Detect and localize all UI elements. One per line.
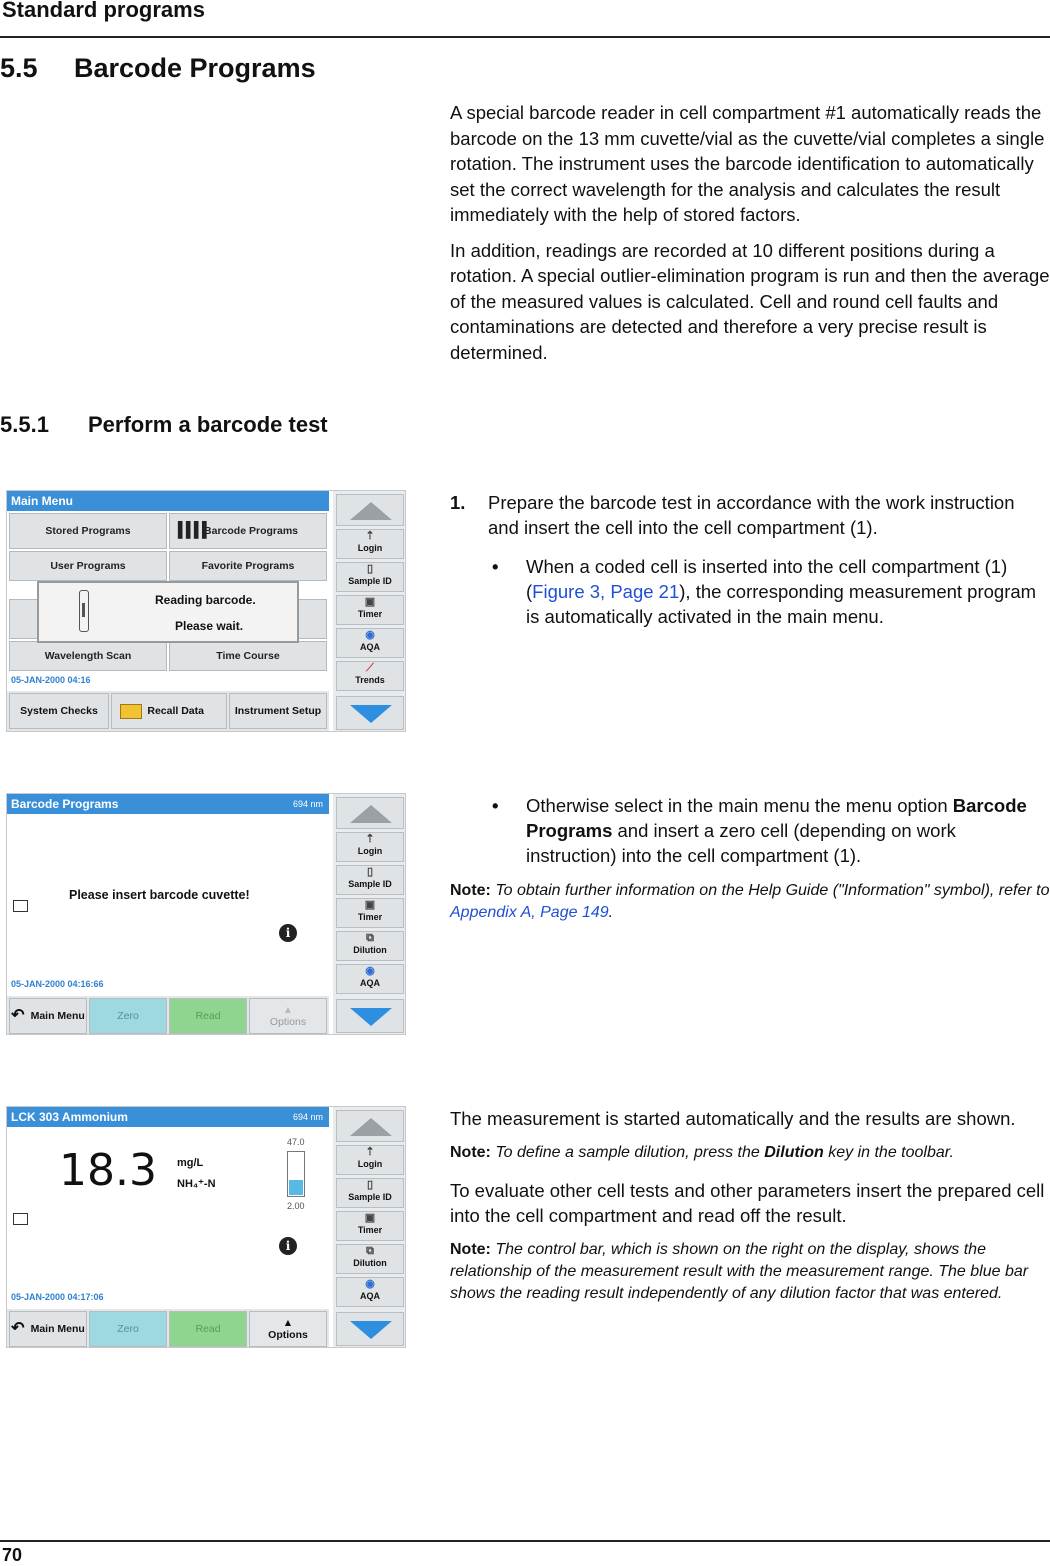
aqa-label: AQA xyxy=(360,1291,380,1301)
timer-button[interactable] xyxy=(336,898,404,928)
screen-title: Main Menu xyxy=(11,494,73,508)
scroll-down-button[interactable] xyxy=(336,999,404,1033)
edit-icon[interactable] xyxy=(13,1213,28,1225)
wavelength-readout: 694 nm xyxy=(292,799,323,809)
main-menu-screenshot xyxy=(6,490,406,732)
page-header xyxy=(0,0,1050,38)
dilution-icon: ⧉ xyxy=(366,1245,374,1257)
wavelength-scan-button[interactable]: Wavelength Scan xyxy=(9,641,167,671)
timer-icon: ▣ xyxy=(364,899,376,911)
screen-title-bar xyxy=(7,794,329,814)
intro-text xyxy=(450,100,1050,375)
barcode-programs-button[interactable] xyxy=(169,513,327,549)
trends-icon: ⟋ xyxy=(366,662,374,674)
timer-icon: ▣ xyxy=(364,1212,376,1224)
options-label: Options xyxy=(269,1016,307,1028)
favorite-programs-button[interactable]: Favorite Programs xyxy=(169,551,327,581)
read-button[interactable]: Read xyxy=(169,1311,247,1347)
page-footer xyxy=(0,1540,1050,1563)
step-1-text: Prepare the barcode test in accordance with the work instruction and insert the cell into the cell compartment (1). xyxy=(488,492,1015,538)
options-label: Options xyxy=(268,1329,308,1341)
screen-title-bar xyxy=(7,1107,329,1127)
note-label: Note: xyxy=(450,1240,491,1258)
section-heading xyxy=(0,53,316,84)
timer-label: Timer xyxy=(357,1225,383,1235)
note-dilution xyxy=(450,1142,1050,1164)
bottom-bar xyxy=(7,691,329,732)
range-min: 2.00 xyxy=(287,1201,305,1211)
bullet-text: Otherwise select in the main menu the menu option xyxy=(526,795,953,816)
sample-id-icon: ▯ xyxy=(366,866,374,878)
scroll-up-button[interactable] xyxy=(336,494,404,526)
scroll-up-button[interactable] xyxy=(336,797,404,829)
date-stamp: 05-JAN-2000 04:16 xyxy=(11,675,91,685)
dilution-button[interactable] xyxy=(336,931,404,961)
scroll-down-button[interactable] xyxy=(336,696,404,730)
bullet-mark: • xyxy=(492,556,499,577)
info-icon[interactable]: i xyxy=(279,924,297,942)
user-programs-button[interactable]: User Programs xyxy=(9,551,167,581)
sample-id-button[interactable] xyxy=(336,1178,404,1208)
edit-icon[interactable] xyxy=(13,900,28,912)
bullet-item xyxy=(450,793,1050,868)
aqa-icon: ◉ xyxy=(365,1278,375,1290)
dialog-line1: Reading barcode. xyxy=(155,593,256,607)
bottom-bar xyxy=(7,1309,329,1348)
bullet-bold-text: Barcode Programs xyxy=(526,795,1027,841)
toolbar xyxy=(333,1107,406,1348)
aqa-icon: ◉ xyxy=(365,629,375,641)
date-stamp: 05-JAN-2000 04:17:06 xyxy=(11,1292,104,1302)
sample-id-button[interactable] xyxy=(336,562,404,592)
barcode-programs-screenshot xyxy=(6,793,406,1035)
options-arrow-icon: ▲ xyxy=(282,1317,294,1329)
timer-label: Timer xyxy=(357,912,383,922)
insert-cuvette-message: Please insert barcode cuvette! xyxy=(69,888,250,902)
intro-paragraph: In addition, readings are recorded at 10 different positions during a rotation. A special outlier-elimination program is run and then the average of the measured values is calculated. Cell and round cell faults and contaminations are detected and therefore a very precise result is determined. xyxy=(450,239,1050,363)
subsection-number: 5.5.1 xyxy=(0,412,49,437)
date-stamp: 05-JAN-2000 04:16:66 xyxy=(11,979,104,989)
note-bold-text: Dilution xyxy=(764,1143,824,1161)
reading-barcode-dialog xyxy=(37,581,299,643)
screen-title: Barcode Programs xyxy=(11,797,119,811)
result-text-block xyxy=(450,1106,1050,1315)
bullet-item xyxy=(450,554,1050,629)
options-arrow-icon: ▲ xyxy=(282,1004,294,1016)
aqa-button[interactable] xyxy=(336,1277,404,1307)
scroll-up-button[interactable] xyxy=(336,1110,404,1142)
login-label: Login xyxy=(357,543,383,553)
screen-title-bar xyxy=(7,491,329,511)
note-label: Note: xyxy=(450,1143,491,1161)
bullet-text: When a coded cell is inserted into the cell compartment (1) ( xyxy=(526,556,1008,602)
timer-button[interactable] xyxy=(336,595,404,625)
aqa-label: AQA xyxy=(360,642,380,652)
recall-data-label: Recall Data xyxy=(147,705,204,717)
step-number: 1. xyxy=(450,492,466,513)
step-1-continued xyxy=(450,793,1050,924)
bullet-mark: • xyxy=(492,795,499,816)
options-button[interactable] xyxy=(249,1311,327,1347)
login-button[interactable] xyxy=(336,529,404,559)
figure-link[interactable]: Figure 3, Page 21 xyxy=(532,581,680,602)
sample-id-label: Sample ID xyxy=(348,1192,392,1202)
main-menu-label: Main Menu xyxy=(30,1010,85,1022)
timer-label: Timer xyxy=(357,609,383,619)
stored-programs-button[interactable]: Stored Programs xyxy=(9,513,167,549)
subsection-title: Perform a barcode test xyxy=(88,412,328,437)
note-text: key in the toolbar. xyxy=(823,1143,954,1161)
folder-icon xyxy=(120,704,142,719)
result-parameter: NH₄⁺-N xyxy=(177,1178,216,1190)
note-text: To define a sample dilution, press the xyxy=(490,1143,765,1161)
sample-id-label: Sample ID xyxy=(348,879,392,889)
instrument-setup-button[interactable]: Instrument Setup xyxy=(229,693,327,729)
login-button[interactable] xyxy=(336,1145,404,1175)
intro-paragraph: A special barcode reader in cell compartment #1 automatically reads the barcode on the 13 mm cuvette/vial as the cuvette/vial completes a single rotation. The instrument uses the barcode identification to automatically set the correct wavelength for the analysis and calculates the result immediately with the help of stored factors. xyxy=(450,102,1045,225)
zero-button[interactable]: Zero xyxy=(89,1311,167,1347)
aqa-icon: ◉ xyxy=(365,965,375,977)
result-unit: mg/L xyxy=(177,1157,204,1169)
trends-label: Trends xyxy=(355,675,385,685)
dilution-label: Dilution xyxy=(353,945,387,955)
sample-id-label: Sample ID xyxy=(348,576,392,586)
zero-button[interactable]: Zero xyxy=(89,998,167,1034)
note-text: To obtain further information on the Help Guide ("Information" symbol), refer to xyxy=(490,882,1050,899)
control-bar-fill xyxy=(289,1180,303,1195)
read-button[interactable]: Read xyxy=(169,998,247,1034)
subsection-heading xyxy=(0,412,328,438)
aqa-button[interactable] xyxy=(336,964,404,994)
note-text: . xyxy=(608,904,614,921)
recall-data-button[interactable] xyxy=(111,693,227,729)
barcode-icon: ▌▌▌▌ xyxy=(178,521,211,539)
control-bar xyxy=(287,1151,305,1197)
dilution-icon: ⧉ xyxy=(366,932,374,944)
appendix-link[interactable]: Appendix A, Page 149 xyxy=(450,904,609,921)
login-label: Login xyxy=(357,846,383,856)
main-menu-button[interactable] xyxy=(9,1311,87,1347)
section-number: 5.5 xyxy=(0,53,38,83)
dilution-label: Dilution xyxy=(353,1258,387,1268)
result-paragraph: The measurement is started automatically and the results are shown. xyxy=(450,1108,1016,1129)
toolbar xyxy=(333,794,406,1035)
login-icon: ⇡ xyxy=(365,1146,375,1158)
note-help-guide xyxy=(450,880,1050,924)
evaluate-paragraph: To evaluate other cell tests and other parameters insert the prepared cell into the cell compartment and read off the result. xyxy=(450,1179,1045,1226)
time-course-button[interactable]: Time Course xyxy=(169,641,327,671)
barcode-programs-label: Barcode Programs xyxy=(204,525,298,537)
note-control-bar xyxy=(450,1239,1050,1305)
bottom-bar xyxy=(7,996,329,1035)
result-screenshot xyxy=(6,1106,406,1348)
result-value: 18.3 xyxy=(59,1145,157,1196)
dialog-line2: Please wait. xyxy=(175,619,244,633)
login-button[interactable] xyxy=(336,832,404,862)
cuvette-icon xyxy=(79,590,89,632)
step-1 xyxy=(450,490,1050,629)
screen-title: LCK 303 Ammonium xyxy=(11,1110,128,1124)
back-icon: ↶ xyxy=(11,1007,25,1024)
aqa-button[interactable] xyxy=(336,628,404,658)
section-title: Barcode Programs xyxy=(74,53,316,83)
sample-id-icon: ▯ xyxy=(366,1179,374,1191)
dilution-button[interactable] xyxy=(336,1244,404,1274)
bullet-text: and insert a zero cell (depending on work instruction) into the cell compartment (1). xyxy=(526,820,956,866)
trends-button[interactable] xyxy=(336,661,404,691)
main-menu-button[interactable] xyxy=(9,998,87,1034)
note-label: Note: xyxy=(450,882,491,899)
running-header: Standard programs xyxy=(2,0,205,22)
sample-id-icon: ▯ xyxy=(366,563,374,575)
scroll-down-button[interactable] xyxy=(336,1312,404,1346)
range-max: 47.0 xyxy=(287,1137,305,1147)
page-number: 70 xyxy=(2,1545,23,1565)
info-icon[interactable]: i xyxy=(279,1237,297,1255)
login-icon: ⇡ xyxy=(365,833,375,845)
timer-button[interactable] xyxy=(336,1211,404,1241)
aqa-label: AQA xyxy=(360,978,380,988)
bullet-text: ), the corresponding measurement program is automatically activated in the main menu. xyxy=(526,581,1037,627)
system-checks-button[interactable]: System Checks xyxy=(9,693,109,729)
sample-id-button[interactable] xyxy=(336,865,404,895)
note-text: The control bar, which is shown on the right on the display, shows the relationship of the measurement result with the measurement range. The blue bar shows the reading result independently of any dilution factor that was entered. xyxy=(450,1240,1029,1302)
wavelength-readout: 694 nm xyxy=(292,1112,323,1122)
login-label: Login xyxy=(357,1159,383,1169)
main-menu-label: Main Menu xyxy=(30,1323,85,1335)
options-button[interactable] xyxy=(249,998,327,1034)
login-icon: ⇡ xyxy=(365,530,375,542)
timer-icon: ▣ xyxy=(364,596,376,608)
back-icon: ↶ xyxy=(11,1320,25,1337)
toolbar xyxy=(333,491,406,732)
